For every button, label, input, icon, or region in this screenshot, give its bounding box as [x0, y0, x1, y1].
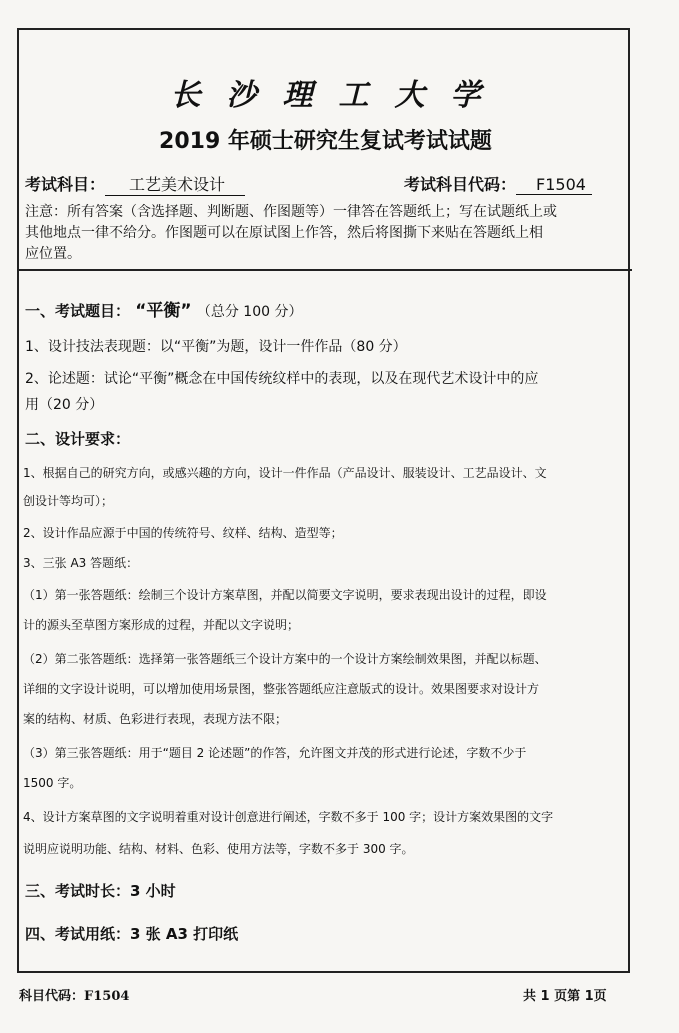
requirement-3b-line: （2）第二张答题纸：选择第一张答题纸三个设计方案中的一个设计方案绘制效果图，并配以标题、 — [23, 652, 547, 666]
section-heading-duration: 三、考试时长：3 小时 — [25, 882, 176, 900]
requirement-4-line: 说明应说明功能、结构、材料、色彩、使用方法等，字数不多于 300 字。 — [23, 842, 414, 856]
subject-row — [25, 172, 245, 196]
subject-code-row — [404, 172, 592, 195]
exam-title: 2019 年硕士研究生复试考试试题 — [159, 129, 492, 154]
notice-line: 应位置。 — [25, 246, 81, 262]
requirement-3b-line: 详细的文字设计说明，可以增加使用场景图，整张答题纸应注意版式的设计。效果图要求对设计方 — [23, 682, 540, 696]
subject-code-label: 考试科目代码： — [404, 175, 517, 194]
requirement-3c-line: （3）第三张答题纸：用于“题目 2 论述题”的作答，允许图文并茂的形式进行论述，字数不少于 — [23, 746, 527, 760]
divider — [19, 269, 632, 271]
notice-line: 注意：所有答案（含选择题、判断题、作图题等）一律答在答题纸上；写在试题纸上或 — [25, 204, 557, 220]
requirement-1-line: 创设计等均可）； — [23, 494, 114, 508]
section-heading-requirements: 二、设计要求： — [25, 430, 131, 448]
exam-sheet-frame — [17, 28, 630, 973]
section-heading-topic — [25, 296, 302, 321]
requirement-3a-line: 计的源头至草图方案形成的过程，并配以文字说明； — [23, 618, 300, 632]
notice-line: 其他地点一律不给分。作图题可以在原试图上作答，然后将图撕下来贴在答题纸上相 — [25, 225, 543, 241]
subject-label: 考试科目： — [25, 175, 106, 194]
university-name: 长沙理工大学 — [170, 78, 507, 113]
question-2-line: 2、论述题：试论“平衡”概念在中国传统纹样中的表现，以及在现代艺术设计中的应 — [25, 371, 539, 387]
requirement-4-line: 4、设计方案草图的文字说明着重对设计创意进行阐述，字数不多于 100 字；设计方案效果图的文字 — [23, 810, 554, 824]
subject-value: 工艺美术设计 — [105, 172, 245, 196]
footer-page-count: 共 1 页第 1页 — [523, 989, 607, 1004]
requirement-3: 3、三张 A3 答题纸： — [23, 556, 139, 570]
section-heading-paper: 四、考试用纸：3 张 A3 打印纸 — [25, 925, 239, 943]
section-prefix: 一、考试题目： — [25, 302, 131, 320]
total-score: （总分 100 分） — [196, 304, 303, 320]
footer-subject-code: 科目代码：F1504 — [19, 989, 130, 1004]
subject-code-value: F1504 — [516, 175, 592, 195]
requirement-3c-line: 1500 字。 — [23, 776, 82, 790]
requirement-3b-line: 案的结构、材质、色彩进行表现，表现方法不限； — [23, 712, 288, 726]
requirement-3a-line: （1）第一张答题纸：绘制三个设计方案草图，并配以简要文字说明，要求表现出设计的过程，即设 — [23, 588, 547, 602]
topic-keyword: “平衡” — [135, 301, 192, 321]
notice — [25, 202, 627, 265]
question-2-line: 用（20 分） — [25, 397, 104, 413]
requirement-2: 2、设计作品应源于中国的传统符号、纹样、结构、造型等； — [23, 526, 343, 540]
question-1: 1、设计技法表现题：以“平衡”为题，设计一件作品（80 分） — [25, 339, 407, 355]
requirement-1-line: 1、根据自己的研究方向，或感兴趣的方向，设计一件作品（产品设计、服装设计、工艺品设计、文 — [23, 466, 547, 480]
